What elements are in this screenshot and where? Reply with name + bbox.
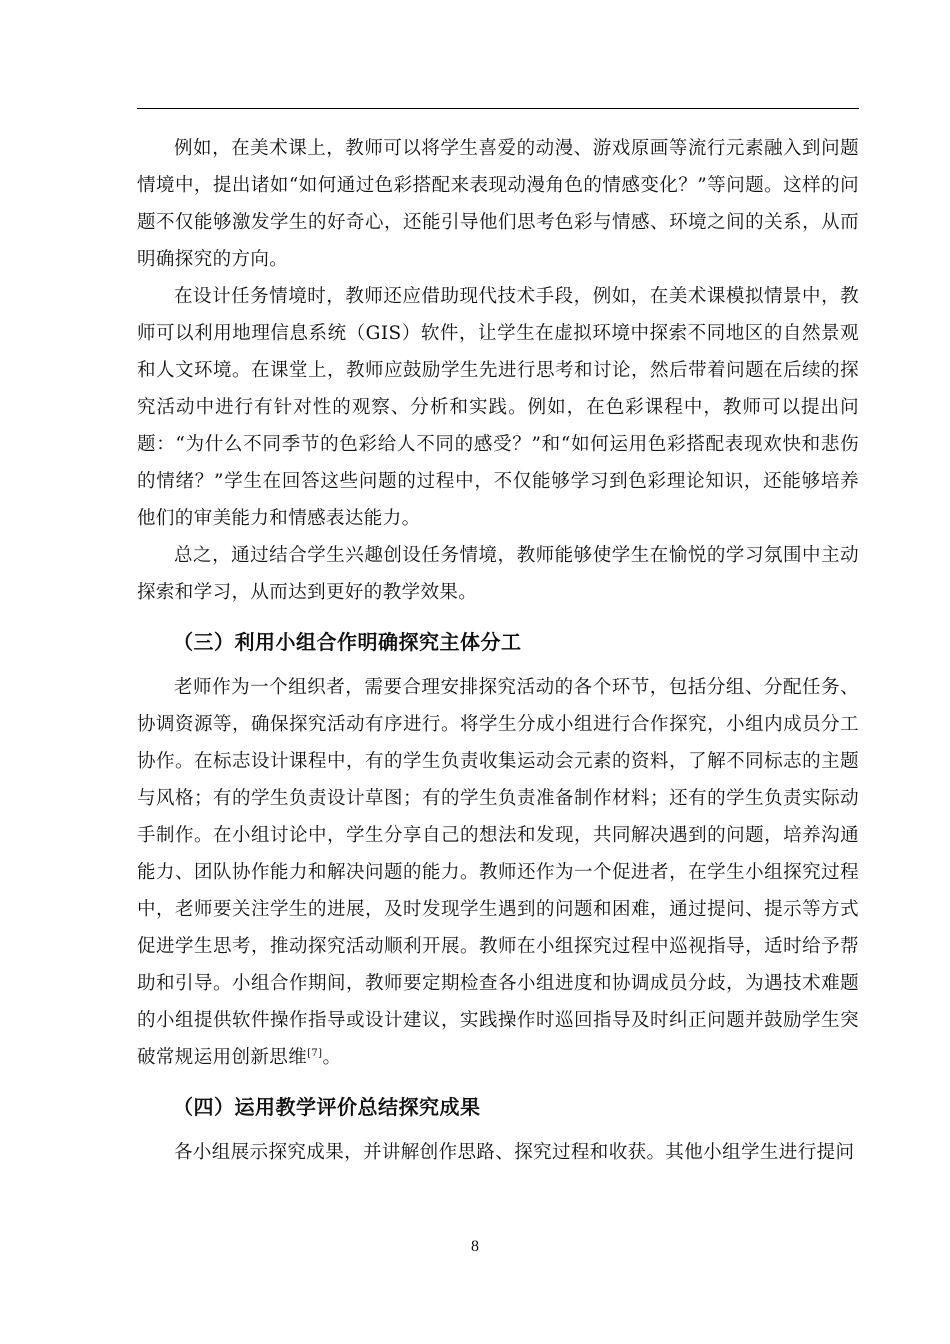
section-heading-evaluation: （四）运用教学评价总结探究成果 xyxy=(173,1095,481,1119)
paragraph-group-work-text: 老师作为一个组织者，需要合理安排探究活动的各个环节，包括分组、分配任务、协调资源等，确保探究活动有序进行。将学生分成小组进行合作探究，小组内成员分工协作。在标志设计课程中，有的学生负责收集运动会元素的资料，了解不同标志的主题与风格；有的学生负责设计草图；有的学生负责准备制作材料；还有的学生负责实际动手制作。在小组讨论中，学生分享自己的想法和发现，共同解决遇到的问题，培养沟通能力、团队协作能力和解决问题的能力。教师还作为一个促进者，在学生小组探究过程中，老师要关注学生的进展，及时发现学生遇到的问题和困难，通过提问、提示等方式促进学生思考，推动探究活动顺利开展。教师在小组探究过程中巡视指导，适时给予帮助和引导。小组合作期间，教师要定期检查各小组进度和协调成员分歧，为遇技术难题的小组提供软件操作指导或设计建议，实践操作时巡回指导及时纠正问题并鼓励学生突破常规运用创新思维 xyxy=(137,677,859,1068)
paragraph-art-example: 例如，在美术课上，教师可以将学生喜爱的动漫、游戏原画等流行元素融入到问题情境中，提出诸如“如何通过色彩搭配来表现动漫角色的情感变化？”等问题。这样的问题不仅能够激发学生的好奇心，还能引导他们思考色彩与情感、环境之间的关系，从而明确探究的方向。 xyxy=(137,138,859,270)
header-rule xyxy=(137,108,859,109)
section-heading-group-work: （三）利用小组合作明确探究主体分工 xyxy=(173,630,522,654)
paragraph-summary: 总之，通过结合学生兴趣创设任务情境，教师能够使学生在愉悦的学习氛围中主动探索和学习，从而达到更好的教学效果。 xyxy=(137,545,859,603)
paragraph-task-situation: 在设计任务情境时，教师还应借助现代技术手段，例如，在美术课模拟情景中，教师可以利用地理信息系统（GIS）软件，让学生在虚拟环境中探索不同地区的自然景观和人文环境。在课堂上，教师应鼓励学生先进行思考和讨论，然后带着问题在后续的探究活动中进行有针对性的观察、分析和实践。例如，在色彩课程中，教师可以提出问题：“为什么不同季节的色彩给人不同的感受？”和“如何运用色彩搭配表现欢快和悲伤的情绪？”学生在回答这些问题的过程中，不仅能够学习到色彩理论知识，还能够培养他们的审美能力和情感表达能力。 xyxy=(137,286,859,529)
document-body xyxy=(137,130,859,1171)
paragraph-evaluation: 各小组展示探究成果，并讲解创作思路、探究过程和收获。其他小组学生进行提问 xyxy=(174,1142,855,1163)
paragraph-group-work-end: 。 xyxy=(322,1047,342,1068)
page-number: 8 xyxy=(471,1238,479,1255)
paragraph-group-work xyxy=(137,669,859,1076)
citation-marker: [7] xyxy=(307,1047,323,1059)
